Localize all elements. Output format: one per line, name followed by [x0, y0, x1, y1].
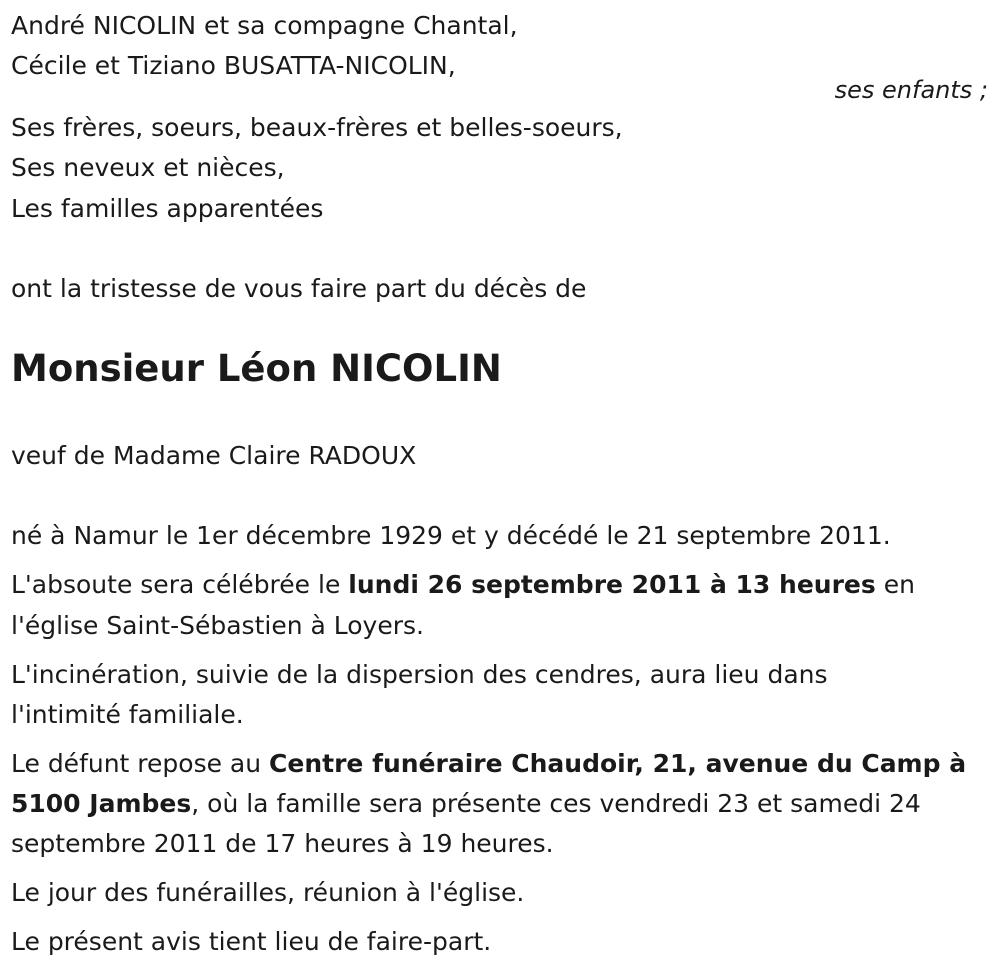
rest-line-1	[11, 744, 966, 784]
family-line-2: Cécile et Tiziano BUSATTA-NICOLIN,	[11, 51, 456, 80]
family-line-3: Ses frères, soeurs, beaux-frères et belles-soeurs,	[11, 113, 623, 142]
rest-place-1: Centre funéraire Chaudoir, 21, avenue du Camp à	[269, 749, 967, 778]
family-line-4: Ses neveux et nièces,	[11, 153, 285, 182]
birth-death-line: né à Namur le 1er décembre 1929 et y décédé le 21 septembre 2011.	[11, 521, 891, 550]
rest-line-2	[11, 784, 921, 824]
rest-place-2: 5100 Jambes	[11, 789, 192, 818]
rest-prefix: Le défunt repose au	[11, 749, 270, 778]
family-line-5: Les familles apparentées	[11, 194, 324, 223]
notice-line: Le présent avis tient lieu de faire-part.	[11, 927, 492, 956]
rest-suffix: , où la famille sera présente ces vendredi 23 et samedi 24	[191, 789, 921, 818]
ceremony-line-2: l'église Saint-Sébastien à Loyers.	[11, 611, 424, 640]
funeral-day-line: Le jour des funérailles, réunion à l'église.	[11, 878, 525, 907]
children-label: ses enfants ;	[834, 76, 988, 104]
deceased-name: Monsieur Léon NICOLIN	[11, 347, 502, 390]
ceremony-date: lundi 26 septembre 2011 à 13 heures	[348, 570, 876, 599]
ceremony-suffix: en	[875, 570, 915, 599]
ceremony-line-1	[11, 565, 915, 605]
family-line-1: André NICOLIN et sa compagne Chantal,	[11, 11, 518, 40]
widower-line: veuf de Madame Claire RADOUX	[11, 441, 417, 470]
announcement: ont la tristesse de vous faire part du décès de	[11, 274, 587, 303]
cremation-line-1: L'incinération, suivie de la dispersion des cendres, aura lieu dans	[11, 660, 828, 689]
ceremony-prefix: L'absoute sera célébrée le	[11, 570, 349, 599]
rest-line-3: septembre 2011 de 17 heures à 19 heures.	[11, 829, 554, 858]
cremation-line-2: l'intimité familiale.	[11, 700, 244, 729]
